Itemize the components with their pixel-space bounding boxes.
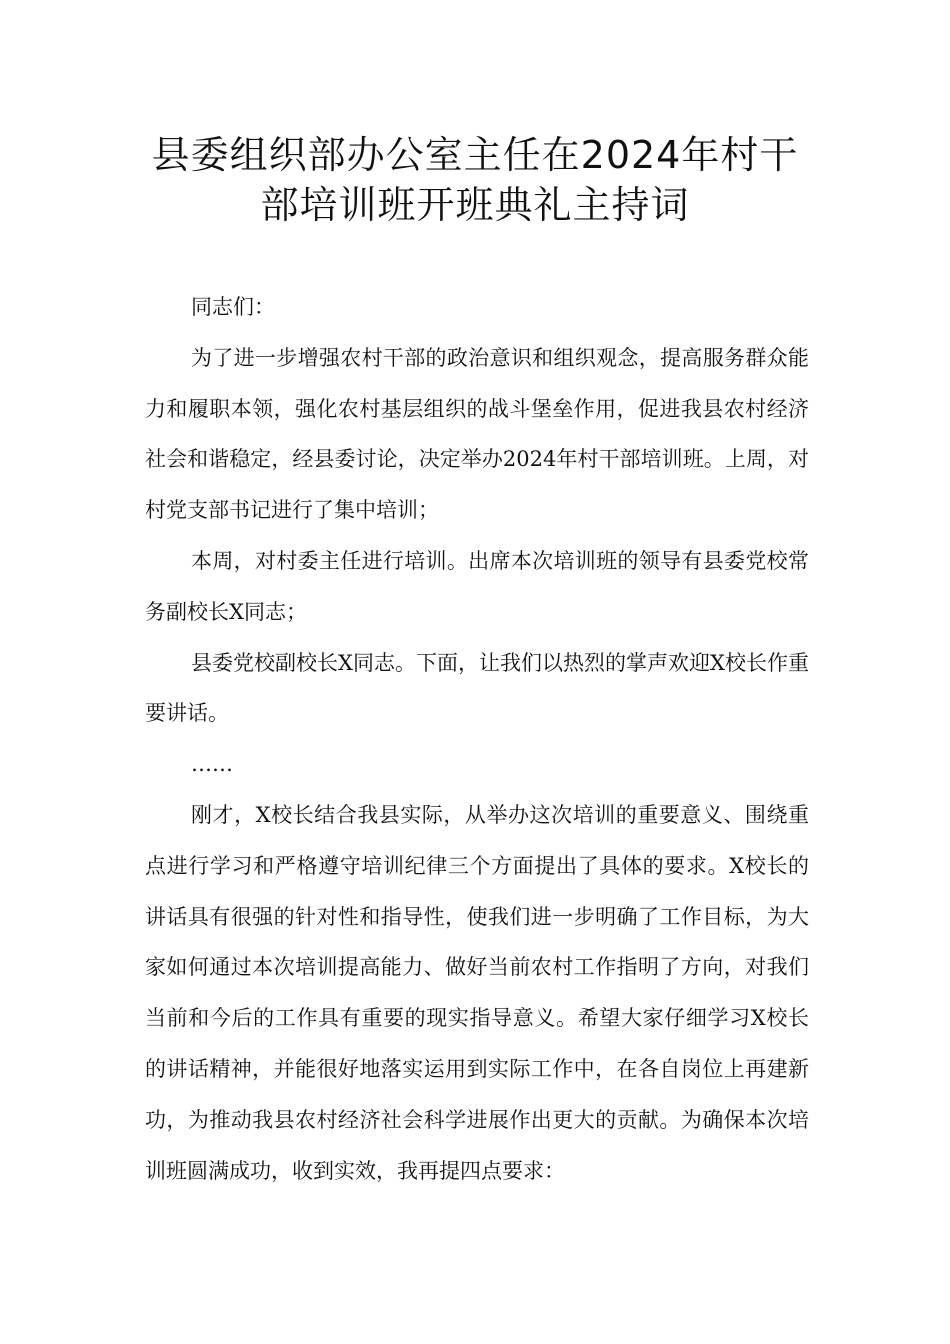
- document-title-line-2: 部培训班开班典礼主持词: [260, 183, 690, 227]
- document-title-line-1: 县委组织部办公室主任在2024年村干: [151, 133, 799, 177]
- paragraph-1: 为了进一步增强农村干部的政治意识和组织观念，提高服务群众能力和履职本领，强化农村基层组织的战斗堡垒作用，促进我县农村经济社会和谐稳定，经县委讨论，决定举办2024年村干部培训班。上周，对村党支部书记进行了集中培训；: [145, 345, 809, 523]
- salutation: 同志们：: [191, 295, 275, 319]
- document-body: [145, 282, 809, 1196]
- paragraph-4: 刚才，X校长结合我县实际，从举办这次培训的重要意义、围绕重点进行学习和严格遵守培训纪律三个方面提出了具体的要求。X校长的讲话具有很强的针对性和指导性，使我们进一步明确了工作目标，为大家如何通过本次培训提高能力、做好当前农村工作指明了方向，对我们当前和今后的工作具有重要的现实指导意义。希望大家仔细学习X校长的讲话精神，并能很好地落实运用到实际工作中，在各自岗位上再建新功，为推动我县农村经济社会科学进展作出更大的贡献。为确保本次培训班圆满成功，收到实效，我再提四点要求：: [145, 802, 809, 1183]
- paragraph-3: 县委党校副校长X同志。下面，让我们以热烈的掌声欢迎X校长作重要讲话。: [145, 650, 809, 726]
- ellipsis-line: ……: [191, 752, 233, 777]
- paragraph-2: 本周，对村委主任进行培训。出席本次培训班的领导有县委党校常务副校长X同志；: [145, 548, 809, 624]
